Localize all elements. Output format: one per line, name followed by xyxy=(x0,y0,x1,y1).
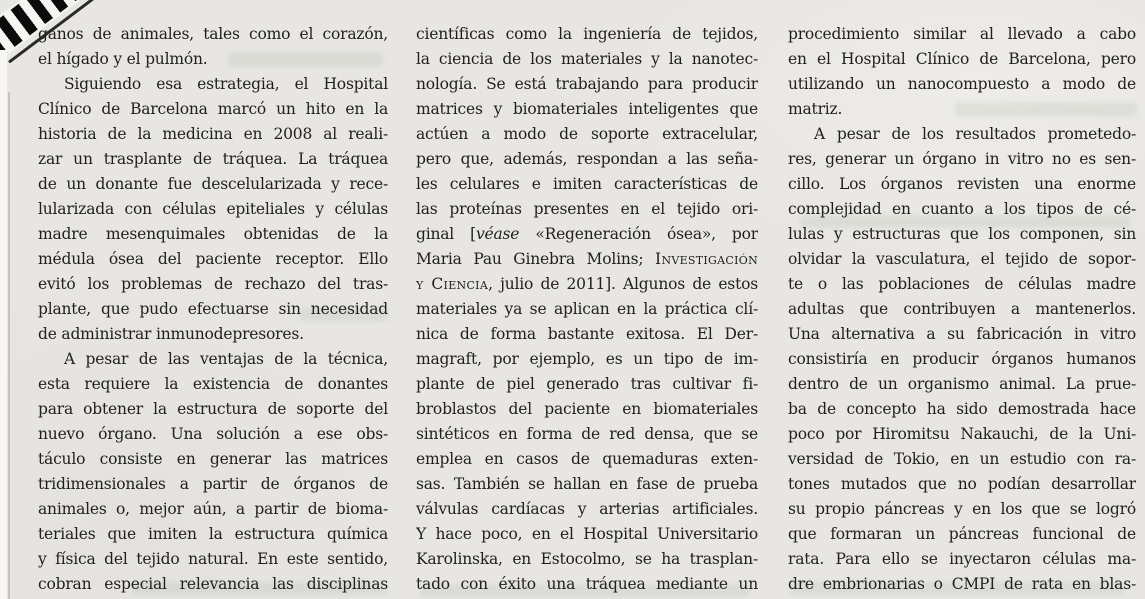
page-edge-line xyxy=(8,92,10,599)
body-text: para obtener la estructura de soporte del xyxy=(38,400,388,418)
text-line xyxy=(788,322,1136,347)
body-text: matrices y biomateriales inteligentes que xyxy=(416,100,758,118)
text-line xyxy=(38,22,388,47)
body-text: Maria Pau Ginebra Molins; xyxy=(416,250,656,268)
text-line xyxy=(38,572,388,597)
body-text: ba de concepto ha sido demostrada hace xyxy=(788,400,1136,418)
body-text: olvidar la vasculatura, el tejido de sopor- xyxy=(788,250,1136,268)
text-line xyxy=(788,222,1136,247)
text-line xyxy=(416,397,758,422)
body-text: consistiría en producir órganos humanos xyxy=(788,350,1136,368)
text-line xyxy=(38,447,388,472)
text-column-1 xyxy=(38,22,388,597)
body-text: tridimensionales a partir de órganos de xyxy=(38,475,388,493)
text-line xyxy=(788,472,1136,497)
text-line xyxy=(38,347,388,372)
text-line xyxy=(788,47,1136,72)
body-text: animales o, mejor aún, a partir de bioma- xyxy=(38,500,388,518)
body-text: broblastos del paciente en biomateriales xyxy=(416,400,758,418)
body-text: nología. Se está trabajando para producir xyxy=(416,75,758,93)
body-text: procedimiento similar al llevado a cabo xyxy=(788,25,1136,43)
body-text: el hígado y el pulmón. xyxy=(38,50,208,68)
text-line xyxy=(788,422,1136,447)
body-text: plante, que pudo efectuarse sin necesidad xyxy=(38,300,388,318)
body-text: tones mutados que no podían desarrollar xyxy=(788,475,1136,493)
body-text: válvulas cardíacas y arterias artificiales. xyxy=(416,500,758,518)
text-line xyxy=(38,122,388,147)
text-line xyxy=(38,422,388,447)
body-text: nica de forma bastante exitosa. El Der- xyxy=(416,325,758,343)
smallcaps-text: y Ciencia xyxy=(416,275,489,293)
text-line xyxy=(416,447,758,472)
body-text: historia de la medicina en 2008 al reali- xyxy=(38,125,388,143)
body-text: res, generar un órgano in vitro no es sen- xyxy=(788,150,1136,168)
body-text: magraft, por ejemplo, es un tipo de im- xyxy=(416,350,758,368)
text-line xyxy=(38,322,388,347)
body-text: emplea en casos de quemaduras exten- xyxy=(416,450,758,468)
text-line xyxy=(38,522,388,547)
body-text: materiales ya se aplican en la práctica clí- xyxy=(416,300,758,318)
text-line xyxy=(416,297,758,322)
body-text: teriales que imiten la estructura química xyxy=(38,525,388,543)
text-line xyxy=(38,197,388,222)
body-text: , julio de 2011]. Algunos de estos xyxy=(488,275,758,293)
body-text: actúen a modo de soporte extracelular, xyxy=(416,125,758,143)
text-line xyxy=(788,572,1136,597)
text-line xyxy=(788,397,1136,422)
body-text: que formaran un páncreas funcional de xyxy=(788,525,1136,543)
text-line xyxy=(788,297,1136,322)
text-line xyxy=(38,372,388,397)
text-line xyxy=(416,472,758,497)
body-text: complejidad en cuanto a los tipos de cé- xyxy=(788,200,1136,218)
text-line xyxy=(38,247,388,272)
body-text: tado con éxito una tráquea mediante un xyxy=(416,575,758,593)
body-text: zar un trasplante de tráquea. La tráquea xyxy=(38,150,388,168)
body-text: lulas y estructuras que los componen, sin xyxy=(788,225,1136,243)
body-text: dre embrionarias o CMPI de rata en blas- xyxy=(788,575,1136,593)
body-text: «Regeneración ósea», por xyxy=(519,225,758,243)
body-text: en el Hospital Clínico de Barcelona, pero xyxy=(788,50,1136,68)
text-line xyxy=(38,497,388,522)
text-line xyxy=(788,97,1136,122)
text-line xyxy=(788,147,1136,172)
body-text: cillo. Los órganos revisten una enorme xyxy=(788,175,1136,193)
text-line xyxy=(788,547,1136,572)
text-line xyxy=(416,197,758,222)
body-text: rata. Para ello se inyectaron células ma- xyxy=(788,550,1136,568)
body-text: versidad de Tokio, en un estudio con ra- xyxy=(788,450,1136,468)
body-text: matriz. xyxy=(788,100,843,118)
body-text: Siguiendo esa estrategia, el Hospital xyxy=(64,75,388,93)
text-line xyxy=(416,122,758,147)
text-line xyxy=(38,397,388,422)
text-line xyxy=(38,97,388,122)
text-line xyxy=(416,422,758,447)
body-text: y física del tejido natural. En este sentido, xyxy=(38,550,388,568)
body-text: sas. También se hallan en fase de prueba xyxy=(416,475,758,493)
text-line xyxy=(416,372,758,397)
body-text: las proteínas presentes en el tejido ori- xyxy=(416,200,758,218)
text-line xyxy=(416,222,758,247)
body-text: adultas que contribuyen a mantenerlos. xyxy=(788,300,1136,318)
body-text: la ciencia de los materiales y la nanotec- xyxy=(416,50,758,68)
text-line xyxy=(416,347,758,372)
body-text: ganos de animales, tales como el corazón, xyxy=(38,25,388,43)
text-line xyxy=(788,247,1136,272)
body-text: evitó los problemas de rechazo del tras- xyxy=(38,275,388,293)
text-line xyxy=(416,322,758,347)
text-line xyxy=(788,497,1136,522)
text-line xyxy=(416,272,758,297)
text-line xyxy=(416,497,758,522)
text-column-3 xyxy=(788,22,1136,597)
body-text: esta requiere la existencia de donantes xyxy=(38,375,388,393)
body-text: de un donante fue descelularizada y rece- xyxy=(38,175,388,193)
page-edge-strip xyxy=(0,50,7,599)
body-text: su propio páncreas y en los que se logró xyxy=(788,500,1136,518)
text-line xyxy=(788,72,1136,97)
body-text: sintéticos en forma de red densa, que se xyxy=(416,425,758,443)
text-line xyxy=(416,147,758,172)
text-line xyxy=(788,447,1136,472)
text-line xyxy=(38,72,388,97)
text-line xyxy=(38,47,388,72)
body-text: médula ósea del paciente receptor. Ello xyxy=(38,250,388,268)
body-text: A pesar de los resultados prometedo- xyxy=(814,125,1136,143)
body-text: táculo consiste en generar las matrices xyxy=(38,450,388,468)
text-line xyxy=(788,522,1136,547)
text-line xyxy=(416,72,758,97)
body-text: científicas como la ingeniería de tejidos, xyxy=(416,25,758,43)
text-line xyxy=(416,22,758,47)
text-line xyxy=(788,272,1136,297)
body-text: pero que, además, respondan a las seña- xyxy=(416,150,758,168)
body-text: cobran especial relevancia las disciplinas xyxy=(38,575,388,593)
body-text: A pesar de las ventajas de la técnica, xyxy=(64,350,388,368)
text-line xyxy=(38,172,388,197)
text-line xyxy=(416,47,758,72)
text-line xyxy=(788,22,1136,47)
text-line xyxy=(416,97,758,122)
body-text: Y hace poco, en el Hospital Universitario xyxy=(416,525,758,543)
text-line xyxy=(416,572,758,597)
text-line xyxy=(416,547,758,572)
body-text: madre mesenquimales obtenidas de la xyxy=(38,225,388,243)
text-line xyxy=(416,522,758,547)
text-line xyxy=(38,222,388,247)
text-line xyxy=(38,147,388,172)
text-line xyxy=(38,547,388,572)
body-text: poco por Hiromitsu Nakauchi, de la Uni- xyxy=(788,425,1136,443)
text-line xyxy=(416,172,758,197)
italic-text: véase xyxy=(475,225,520,243)
body-text: Karolinska, en Estocolmo, se ha trasplan- xyxy=(416,550,758,568)
body-text: les celulares e imiten características de xyxy=(416,175,758,193)
body-text: utilizando un nanocompuesto a modo de xyxy=(788,75,1136,93)
body-text: lularizada con células epiteliales y células xyxy=(38,200,388,218)
body-text: dentro de un organismo animal. La prue- xyxy=(788,375,1136,393)
body-text: ginal [ xyxy=(416,225,476,243)
text-line xyxy=(788,347,1136,372)
body-text: te o las poblaciones de células madre xyxy=(788,275,1136,293)
body-text: Una alternativa a su fabricación in vitro xyxy=(788,325,1136,343)
text-line xyxy=(38,297,388,322)
text-line xyxy=(788,197,1136,222)
body-text: Clínico de Barcelona marcó un hito en la xyxy=(38,100,388,118)
body-text: plante de piel generado tras cultivar fi- xyxy=(416,375,758,393)
text-line xyxy=(788,372,1136,397)
text-line xyxy=(788,172,1136,197)
text-line xyxy=(38,272,388,297)
text-line xyxy=(788,122,1136,147)
text-line xyxy=(38,472,388,497)
body-text: nuevo órgano. Una solución a ese obs- xyxy=(38,425,388,443)
body-text: de administrar inmunodepresores. xyxy=(38,325,304,343)
text-column-2 xyxy=(416,22,758,597)
smallcaps-text: Investigación xyxy=(655,250,758,268)
text-line xyxy=(416,247,758,272)
